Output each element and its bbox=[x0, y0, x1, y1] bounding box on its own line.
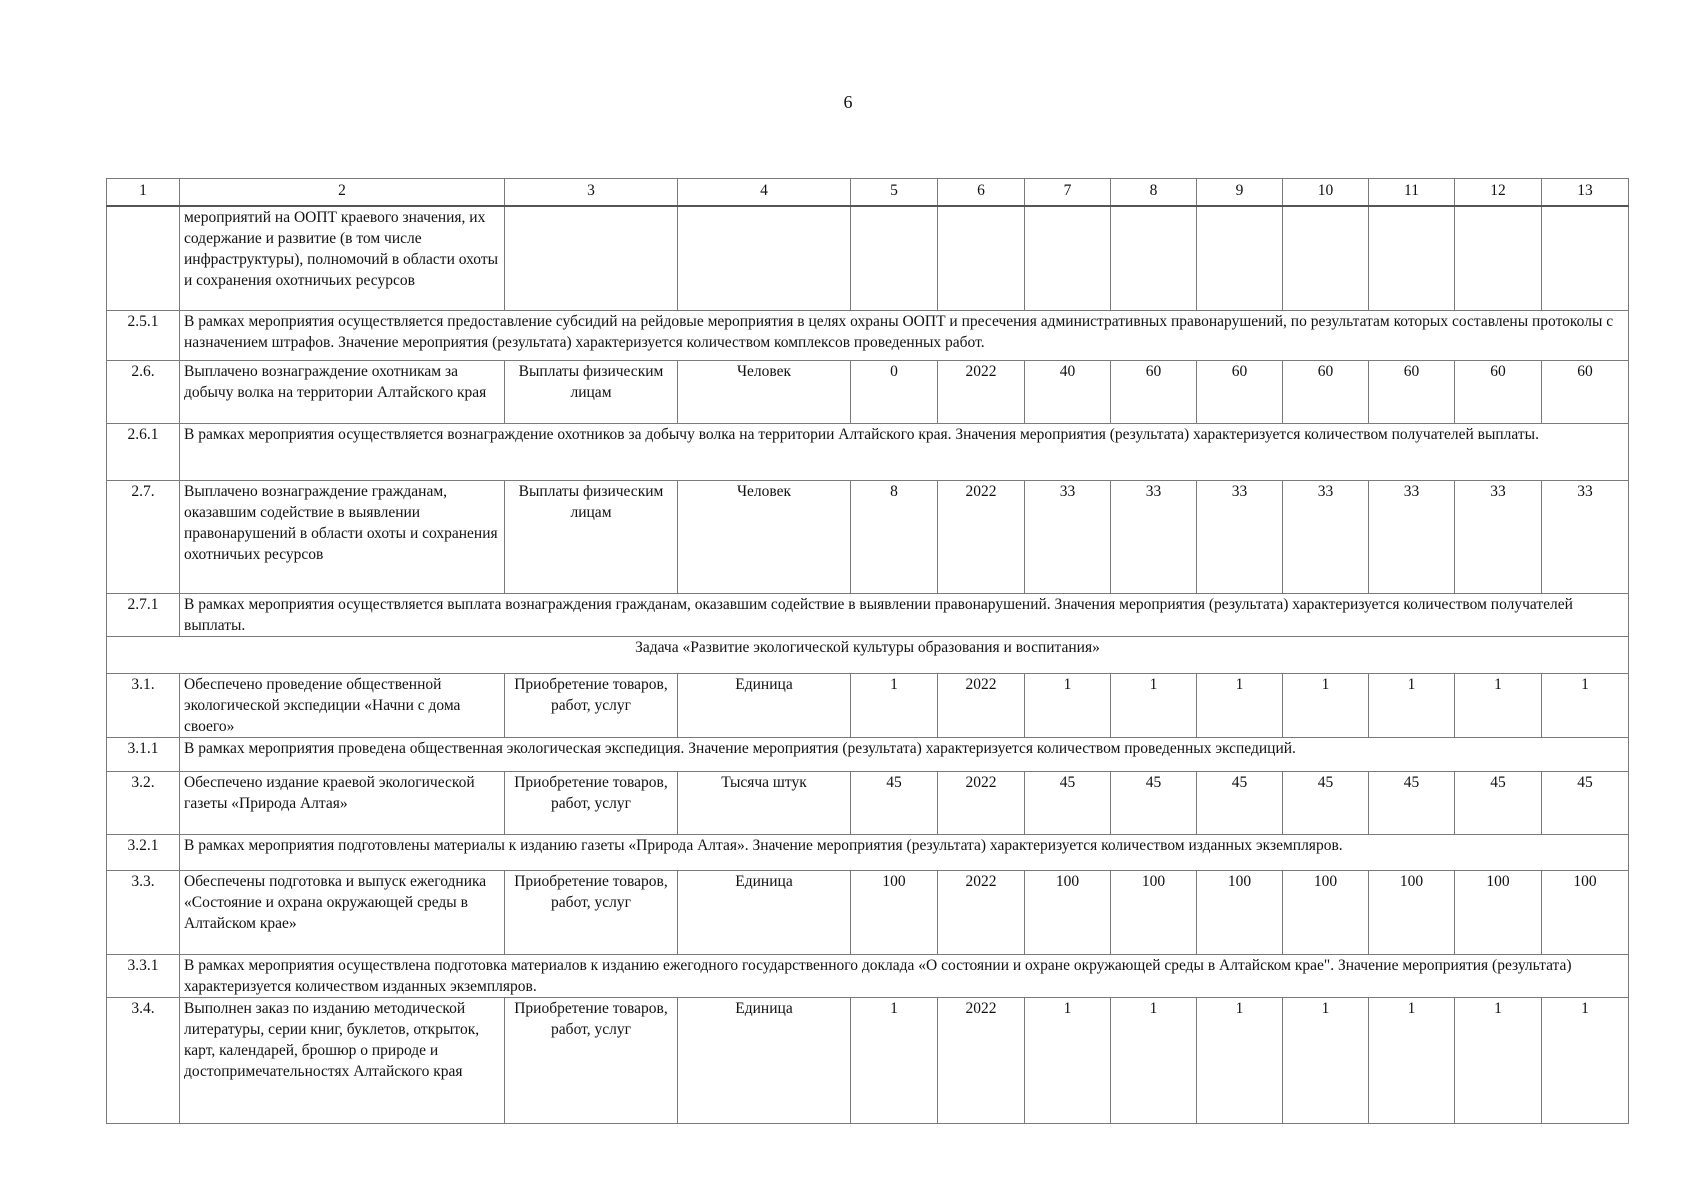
value: 33 bbox=[1455, 480, 1542, 593]
note-text: В рамках мероприятия проведена общественная экологическая экспедиция. Значение мероприятия (результата) характеризуется количеством проведенных экспедиций. bbox=[180, 737, 1629, 771]
result-type: Приобретение товаров, работ, услуг bbox=[505, 870, 678, 954]
unit: Единица bbox=[678, 673, 851, 737]
value: 100 bbox=[1197, 870, 1283, 954]
base-year: 2022 bbox=[938, 673, 1025, 737]
note-text: В рамках мероприятия осуществляется вознаграждение охотников за добычу волка на территории Алтайского края. Значения мероприятия (результата) характеризуется количеством получателей выплаты. bbox=[180, 423, 1629, 480]
result-type: Выплаты физическим лицам bbox=[505, 360, 678, 423]
col-header: 9 bbox=[1197, 179, 1283, 207]
value: 60 bbox=[1455, 360, 1542, 423]
value: 1 bbox=[1542, 997, 1629, 1123]
value: 1 bbox=[1025, 997, 1111, 1123]
value: 100 bbox=[1283, 870, 1369, 954]
row-number: 3.1.1 bbox=[107, 737, 180, 771]
value: 1 bbox=[1542, 673, 1629, 737]
indicators-table bbox=[106, 178, 1629, 1124]
result-name: мероприятий на ООПТ краевого значения, их содержание и развитие (в том числе инфраструктуры), полномочий в области охоты и сохранения охотничьих ресурсов bbox=[180, 206, 505, 310]
table-row bbox=[107, 997, 1629, 1123]
value: 1 bbox=[1197, 997, 1283, 1123]
col-header: 7 bbox=[1025, 179, 1111, 207]
table-row bbox=[107, 771, 1629, 834]
value: 1 bbox=[1283, 673, 1369, 737]
row-number: 3.3.1 bbox=[107, 954, 180, 997]
row-number: 3.2.1 bbox=[107, 834, 180, 870]
row-number: 2.6. bbox=[107, 360, 180, 423]
table-row bbox=[107, 480, 1629, 593]
note-text: В рамках мероприятия осуществляется предоставление субсидий на рейдовые мероприятия в целях охраны ООПТ и пресечения административных правонарушений, по результатам которых составлены протоколы с назначением штрафов. Значение мероприятия (результата) характеризуется количеством комплексов проведенных работ. bbox=[180, 310, 1629, 360]
col-header: 2 bbox=[180, 179, 505, 207]
value: 45 bbox=[1283, 771, 1369, 834]
page-number: 6 bbox=[843, 92, 853, 112]
value: 1 bbox=[1111, 673, 1197, 737]
value: 33 bbox=[1542, 480, 1629, 593]
value: 1 bbox=[1025, 673, 1111, 737]
col-header: 1 bbox=[107, 179, 180, 207]
base-value: 100 bbox=[851, 870, 938, 954]
table-row bbox=[107, 360, 1629, 423]
note-row bbox=[107, 954, 1629, 997]
row-number: 3.2. bbox=[107, 771, 180, 834]
result-type: Выплаты физическим лицам bbox=[505, 480, 678, 593]
col-header: 5 bbox=[851, 179, 938, 207]
base-year: 2022 bbox=[938, 997, 1025, 1123]
col-header: 3 bbox=[505, 179, 678, 207]
result-type: Приобретение товаров, работ, услуг bbox=[505, 997, 678, 1123]
note-text: В рамках мероприятия осуществлена подготовка материалов к изданию ежегодного государственного доклада «О состоянии и охране окружающей среды в Алтайском крае". Значение мероприятия (результата) характеризуется количеством изданных экземпляров. bbox=[180, 954, 1629, 997]
base-year: 2022 bbox=[938, 360, 1025, 423]
value: 33 bbox=[1197, 480, 1283, 593]
value: 45 bbox=[1455, 771, 1542, 834]
base-value: 1 bbox=[851, 997, 938, 1123]
value: 33 bbox=[1111, 480, 1197, 593]
note-text: В рамках мероприятия осуществляется выплата вознаграждения гражданам, оказавшим содействие в выявлении правонарушений. Значения мероприятия (результата) характеризуется количеством получателей выплаты. bbox=[180, 593, 1629, 636]
table-row bbox=[107, 206, 1629, 310]
base-year: 2022 bbox=[938, 870, 1025, 954]
value: 60 bbox=[1542, 360, 1629, 423]
note-row bbox=[107, 737, 1629, 771]
value: 1 bbox=[1455, 673, 1542, 737]
column-number-row bbox=[107, 179, 1629, 207]
col-header: 10 bbox=[1283, 179, 1369, 207]
table-row bbox=[107, 870, 1629, 954]
base-value: 8 bbox=[851, 480, 938, 593]
note-row bbox=[107, 423, 1629, 480]
base-value: 1 bbox=[851, 673, 938, 737]
col-header: 12 bbox=[1455, 179, 1542, 207]
value: 45 bbox=[1111, 771, 1197, 834]
base-year: 2022 bbox=[938, 771, 1025, 834]
note-row bbox=[107, 834, 1629, 870]
col-header: 8 bbox=[1111, 179, 1197, 207]
value: 1 bbox=[1197, 673, 1283, 737]
row-number: 3.4. bbox=[107, 997, 180, 1123]
task-heading: Задача «Развитие экологической культуры образования и воспитания» bbox=[107, 636, 1629, 673]
row-number: 3.3. bbox=[107, 870, 180, 954]
value: 45 bbox=[1542, 771, 1629, 834]
value: 60 bbox=[1283, 360, 1369, 423]
row-number: 2.7. bbox=[107, 480, 180, 593]
unit: Человек bbox=[678, 360, 851, 423]
unit: Единица bbox=[678, 870, 851, 954]
result-name: Обеспечены подготовка и выпуск ежегодника «Состояние и охрана окружающей среды в Алтайском крае» bbox=[180, 870, 505, 954]
result-name: Выполнен заказ по изданию методической литературы, серии книг, буклетов, открыток, карт, календарей, брошюр о природе и достопримечательностях Алтайского края bbox=[180, 997, 505, 1123]
value: 100 bbox=[1025, 870, 1111, 954]
task-row bbox=[107, 636, 1629, 673]
value: 1 bbox=[1111, 997, 1197, 1123]
unit: Единица bbox=[678, 997, 851, 1123]
value: 45 bbox=[1197, 771, 1283, 834]
value: 100 bbox=[1542, 870, 1629, 954]
value: 33 bbox=[1283, 480, 1369, 593]
col-header: 6 bbox=[938, 179, 1025, 207]
value: 33 bbox=[1369, 480, 1455, 593]
result-name: Выплачено вознаграждение охотникам за добычу волка на территории Алтайского края bbox=[180, 360, 505, 423]
col-header: 13 bbox=[1542, 179, 1629, 207]
unit: Тысяча штук bbox=[678, 771, 851, 834]
base-value: 45 bbox=[851, 771, 938, 834]
result-type: Приобретение товаров, работ, услуг bbox=[505, 673, 678, 737]
row-number: 3.1. bbox=[107, 673, 180, 737]
row-number: 2.5.1 bbox=[107, 310, 180, 360]
value: 40 bbox=[1025, 360, 1111, 423]
value: 1 bbox=[1369, 997, 1455, 1123]
value: 100 bbox=[1111, 870, 1197, 954]
value: 100 bbox=[1369, 870, 1455, 954]
result-name: Обеспечено проведение общественной экологической экспедиции «Начни с дома своего» bbox=[180, 673, 505, 737]
value: 1 bbox=[1283, 997, 1369, 1123]
value: 100 bbox=[1455, 870, 1542, 954]
row-number: 2.7.1 bbox=[107, 593, 180, 636]
value: 33 bbox=[1025, 480, 1111, 593]
base-year: 2022 bbox=[938, 480, 1025, 593]
value: 60 bbox=[1111, 360, 1197, 423]
value: 45 bbox=[1369, 771, 1455, 834]
table-row bbox=[107, 673, 1629, 737]
result-type: Приобретение товаров, работ, услуг bbox=[505, 771, 678, 834]
base-value: 0 bbox=[851, 360, 938, 423]
result-name: Выплачено вознаграждение гражданам, оказавшим содействие в выявлении правонарушений в области охоты и сохранения охотничьих ресурсов bbox=[180, 480, 505, 593]
row-number: 2.6.1 bbox=[107, 423, 180, 480]
value: 45 bbox=[1025, 771, 1111, 834]
unit: Человек bbox=[678, 480, 851, 593]
col-header: 4 bbox=[678, 179, 851, 207]
value: 60 bbox=[1369, 360, 1455, 423]
note-text: В рамках мероприятия подготовлены материалы к изданию газеты «Природа Алтая». Значение мероприятия (результата) характеризуется количеством изданных экземпляров. bbox=[180, 834, 1629, 870]
value: 1 bbox=[1455, 997, 1542, 1123]
note-row bbox=[107, 593, 1629, 636]
note-row bbox=[107, 310, 1629, 360]
value: 1 bbox=[1369, 673, 1455, 737]
col-header: 11 bbox=[1369, 179, 1455, 207]
value: 60 bbox=[1197, 360, 1283, 423]
result-name: Обеспечено издание краевой экологической газеты «Природа Алтая» bbox=[180, 771, 505, 834]
